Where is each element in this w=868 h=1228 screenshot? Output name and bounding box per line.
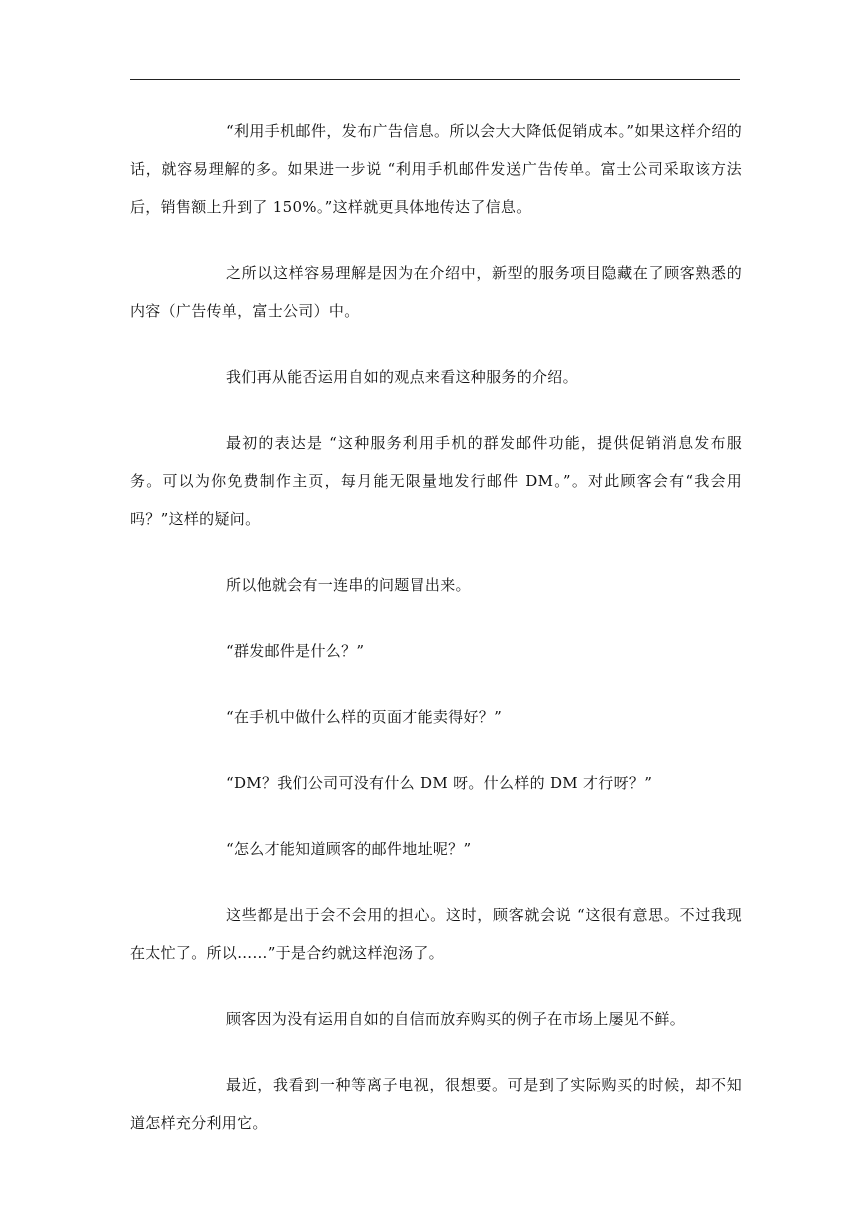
- quoted-question: “群发邮件是什么？”: [226, 642, 365, 660]
- paragraph: “利用手机邮件，发布广告信息。所以会大大降低促销成本。”如果这样介绍的话，就容易理解的多。如果进一步说 “利用手机邮件发送广告传单。富士公司采取该方法后，销售额上升到了 150%。”这样就更具体地传达了信息。: [130, 122, 742, 216]
- quoted-question: “在手机中做什么样的页面才能卖得好？”: [226, 708, 503, 726]
- body-text: [130, 112, 742, 1142]
- paragraph: 顾客因为没有运用自如的自信而放弃购买的例子在市场上屡见不鲜。: [226, 1010, 686, 1028]
- quoted-question: “DM？我们公司可没有什么 DM 呀。什么样的 DM 才行呀？”: [226, 774, 653, 792]
- paragraph: 最初的表达是 “这种服务利用手机的群发邮件功能，提供促销消息发布服务。可以为你免费制作主页，每月能无限量地发行邮件 DM。”。对此顾客会有“我会用吗？”这样的疑问。: [130, 434, 742, 528]
- paragraph: 之所以这样容易理解是因为在介绍中，新型的服务项目隐藏在了顾客熟悉的内容（广告传单，富士公司）中。: [130, 264, 742, 320]
- paragraph: 这些都是出于会不会用的担心。这时，顾客就会说 “这很有意思。不过我现在太忙了。所以……”于是合约就这样泡汤了。: [130, 906, 742, 962]
- paragraph: 最近，我看到一种等离子电视，很想要。可是到了实际购买的时候，却不知道怎样充分利用它。: [130, 1076, 742, 1132]
- paragraph: 所以他就会有一连串的问题冒出来。: [226, 576, 471, 594]
- paragraph: 我们再从能否运用自如的观点来看这种服务的介绍。: [226, 368, 578, 386]
- header-rule: [130, 79, 740, 80]
- quoted-question: “怎么才能知道顾客的邮件地址呢？”: [226, 840, 472, 858]
